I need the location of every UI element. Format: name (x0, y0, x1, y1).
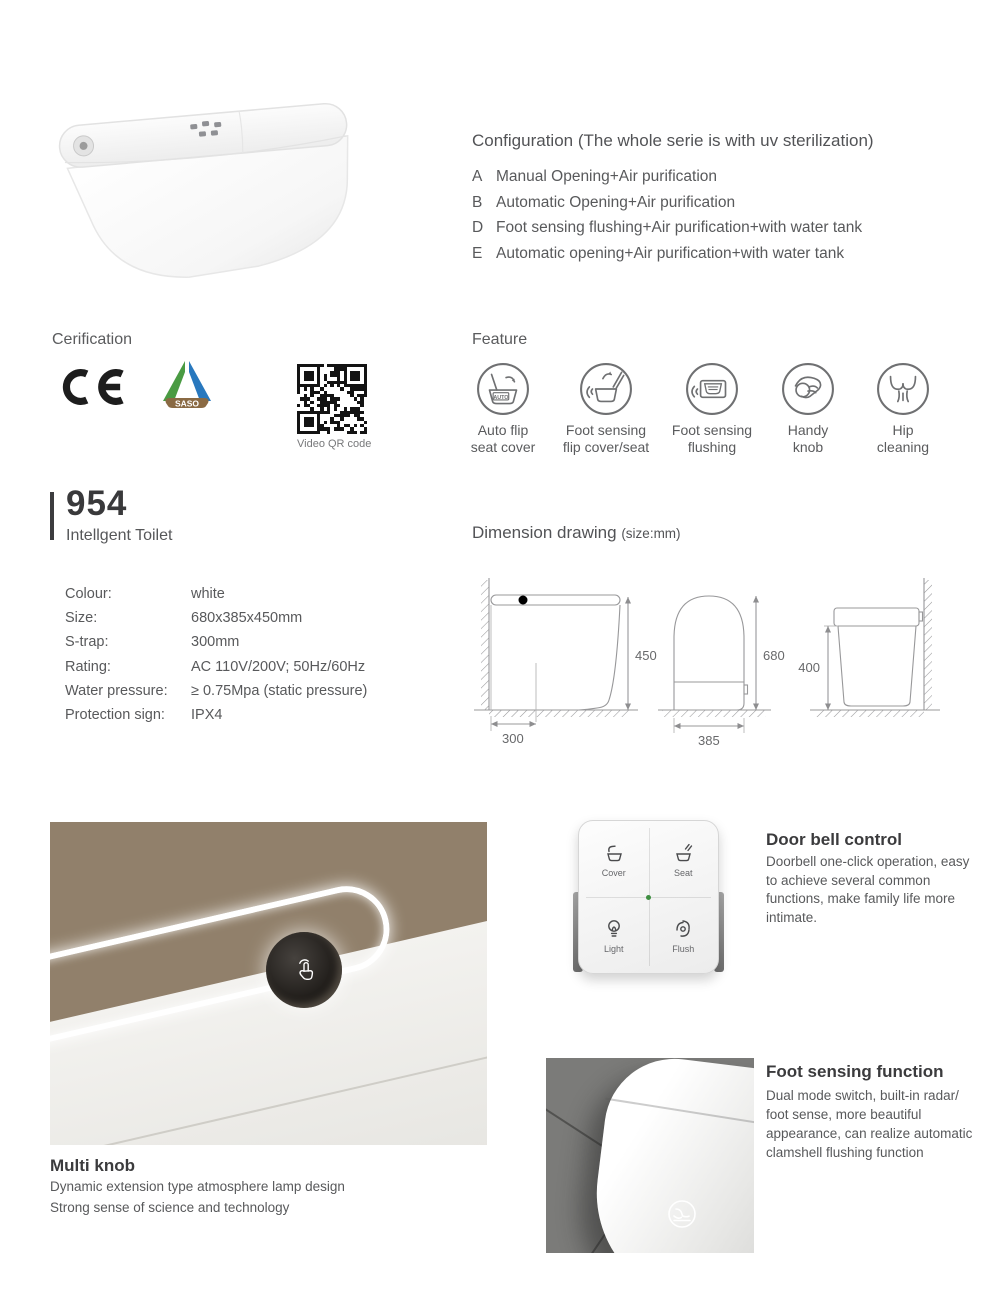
feature-label: Foot sensing flushing (671, 422, 753, 455)
doorbell-description: Doorbell one-click operation, easy to achieve several common functions, make family life more intimate. (766, 854, 970, 925)
feature-label: Hip cleaning (876, 422, 930, 455)
configuration-item: E Automatic opening+Air purification+with water tank (472, 244, 845, 262)
feature-label: Handy knob (787, 422, 829, 455)
configuration-item: D Foot sensing flushing+Air purification+with water tank (472, 219, 863, 236)
configuration-item: B Automatic Opening+Air purification (472, 193, 736, 211)
foot-sensing-description: Dual mode switch, built-in radar/ foot sense, more beautiful appearance, can realize automatic clamshell flushing function (766, 1088, 973, 1160)
spec-row: Protection sign: IPX4 (65, 707, 223, 724)
light-button[interactable]: Light (579, 897, 649, 973)
light-icon (602, 917, 626, 941)
auto-flip-seat-cover-icon (476, 362, 530, 416)
svg-text:450: 450 (635, 648, 657, 663)
touch-icon (290, 956, 318, 984)
ce-mark-icon (60, 363, 128, 411)
hip-cleaning-icon (876, 362, 930, 416)
doorbell-remote (578, 820, 719, 974)
model-name: Intellgent Toilet (66, 527, 173, 544)
cover-icon (602, 841, 626, 865)
multi-knob-button (266, 932, 342, 1008)
multi-knob-line1: Dynamic extension type atmosphere lamp design (50, 1179, 345, 1194)
flush-icon (671, 917, 695, 941)
saso-logo-icon (160, 360, 214, 410)
foot-sensor-badge (664, 1196, 700, 1237)
foot-sensing-title: Foot sensing function (766, 1062, 944, 1081)
multi-knob-title: Multi knob (50, 1156, 135, 1175)
dimension-drawing (466, 550, 971, 750)
svg-text:385: 385 (698, 733, 720, 748)
configuration-title: Configuration (The whole serie is with uv sterilization) (472, 131, 874, 150)
seat-button[interactable]: Seat (649, 821, 719, 897)
seat-icon (671, 841, 695, 865)
remote-indicator-dot (646, 895, 651, 900)
flush-button[interactable]: Flush (649, 897, 719, 973)
configuration-list (472, 168, 862, 270)
handy-knob-icon (781, 362, 835, 416)
spec-row: S-trap: 300mm (65, 634, 240, 651)
svg-text:300: 300 (502, 731, 524, 746)
dimension-rear-view (798, 578, 940, 717)
spec-table (65, 582, 435, 727)
dimension-title: Dimension drawing (size:mm) (472, 523, 681, 542)
feature-foot-sensing-flip (546, 362, 666, 456)
cover-button[interactable]: Cover (579, 821, 649, 897)
feature-hip-cleaning (843, 362, 963, 456)
svg-text:680: 680 (763, 648, 785, 663)
doorbell-title: Door bell control (766, 830, 902, 849)
qr-code (297, 364, 367, 434)
multi-knob-line2: Strong sense of science and technology (50, 1200, 290, 1215)
multi-knob-photo (50, 822, 487, 1145)
foot-sensor-icon (664, 1196, 700, 1232)
dimension-side-view (474, 578, 657, 746)
spec-row: Water pressure: ≥ 0.75Mpa (static pressure) (65, 682, 368, 699)
feature-auto-flip-seat-cover (443, 362, 563, 456)
certification-title: Cerification (52, 331, 133, 348)
feature-label: Auto flip seat cover (470, 422, 536, 455)
svg-text:SASO: SASO (174, 398, 200, 409)
dimension-top-view (658, 596, 785, 748)
spec-row: Rating: AC 110V/200V; 50Hz/60Hz (65, 658, 366, 675)
foot-sensing-photo (546, 1058, 754, 1253)
product-photo-toilet (45, 68, 375, 293)
model-number: 954 (66, 484, 128, 523)
qr-caption: Video QR code (297, 438, 372, 450)
feature-title: Feature (472, 331, 528, 348)
feature-label: Foot sensing flip cover/seat (562, 422, 650, 455)
svg-text:400: 400 (798, 660, 820, 675)
foot-sensing-flushing-icon (685, 362, 739, 416)
foot-sensing-flip-icon (579, 362, 633, 416)
spec-row: Size: 680x385x450mm (65, 610, 303, 627)
configuration-item: A Manual Opening+Air purification (472, 168, 718, 185)
model-accent-bar (50, 492, 54, 540)
qr-code-block (297, 364, 372, 450)
svg-text:AUTO: AUTO (493, 394, 509, 401)
spec-row: Colour: white (65, 586, 225, 603)
